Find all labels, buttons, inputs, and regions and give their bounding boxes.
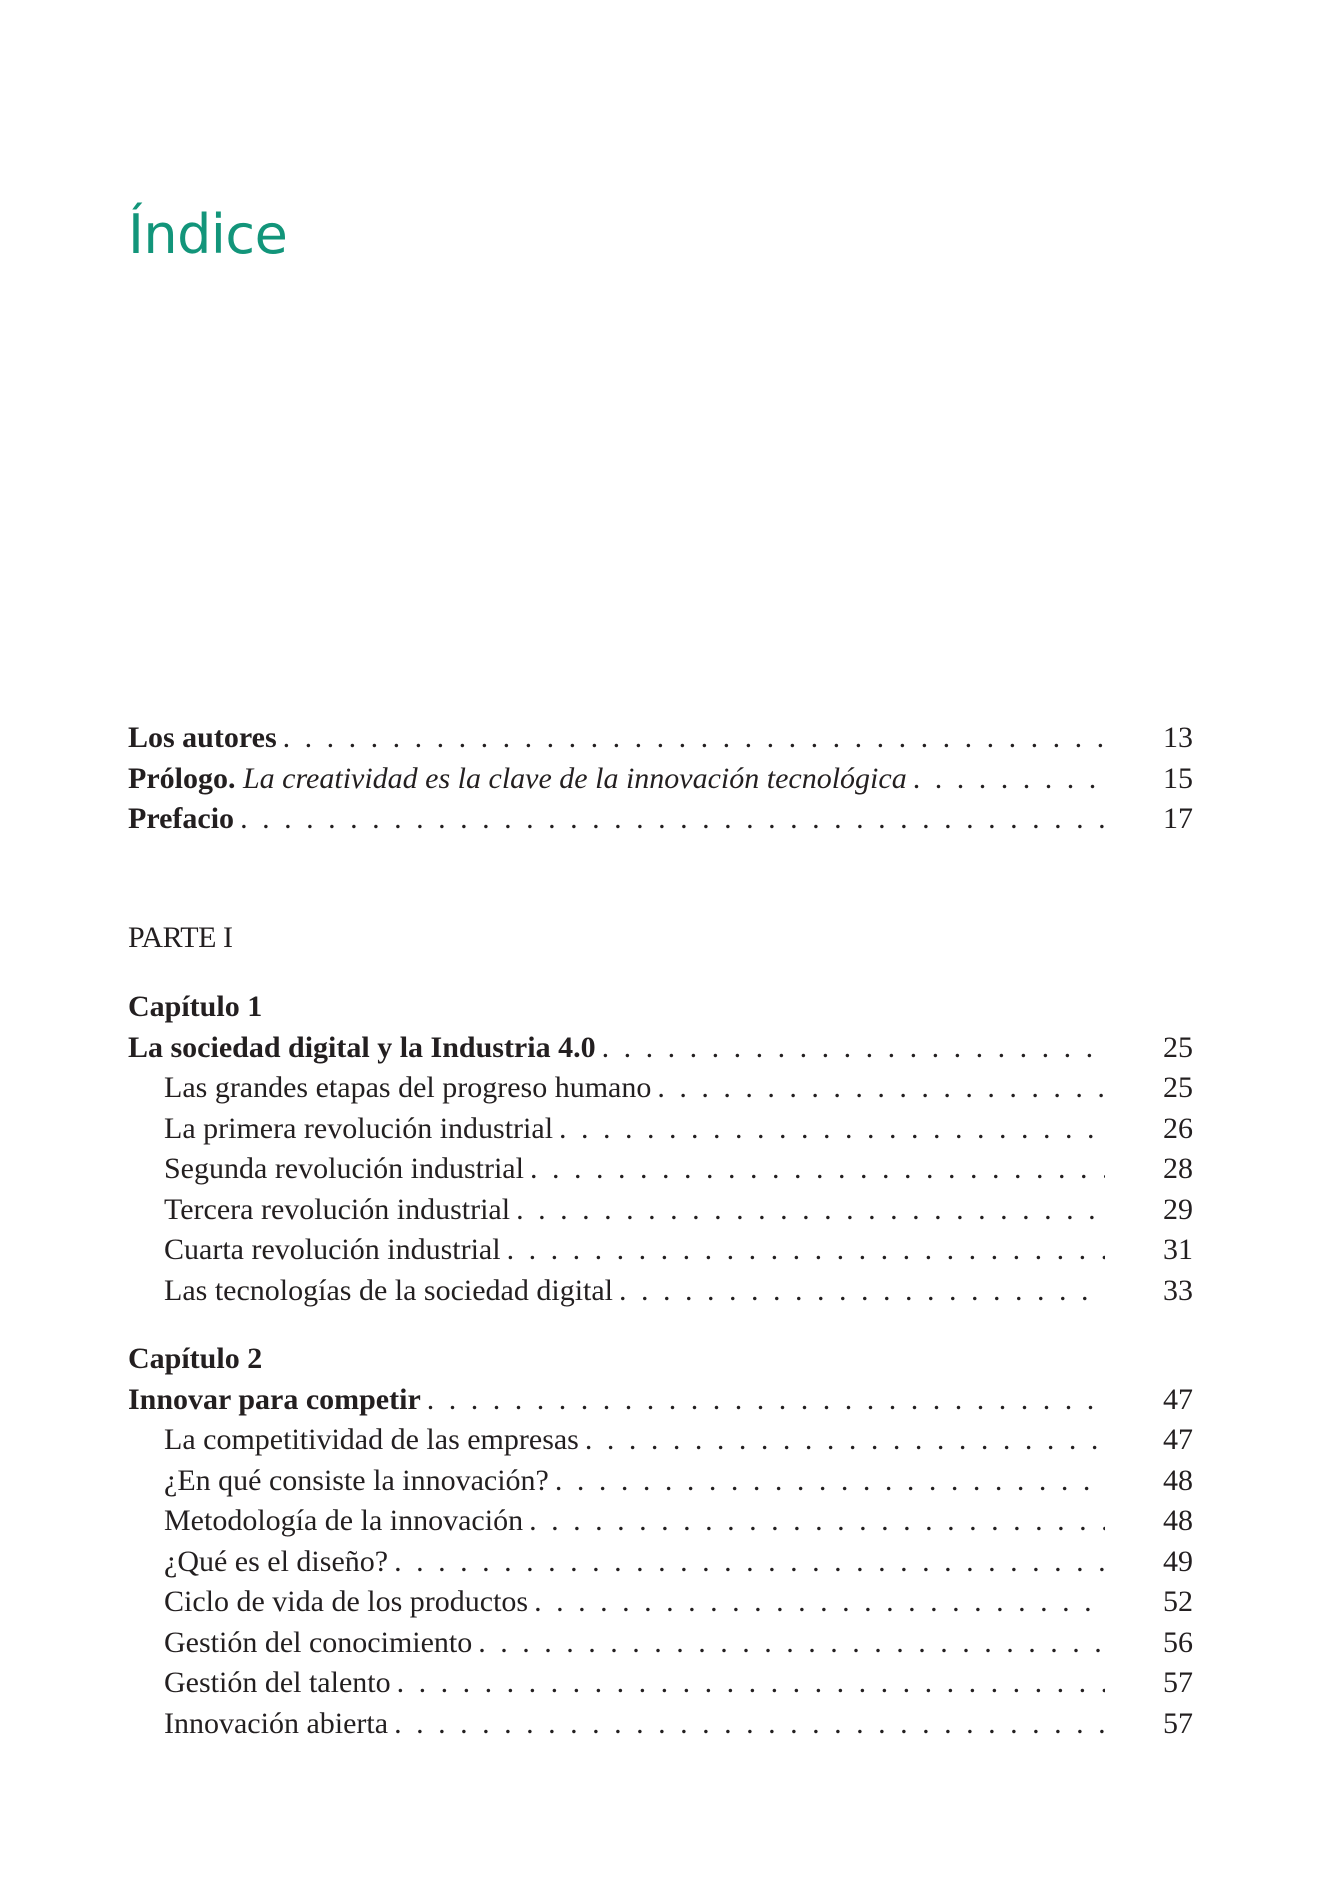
toc-page-number: 25	[1163, 1030, 1193, 1064]
toc-section-entry[interactable]	[128, 1068, 1193, 1109]
toc-section-entry[interactable]	[128, 1582, 1193, 1623]
front-matter-list	[128, 718, 1193, 840]
toc-entry-label: Gestión del conocimiento	[164, 1625, 473, 1659]
dot-leader	[559, 1109, 1105, 1150]
dot-leader	[529, 1501, 1105, 1542]
toc-page-number: 57	[1163, 1706, 1193, 1740]
toc-page-number: 29	[1163, 1192, 1193, 1226]
toc-entry-subtitle: La creatividad es la clave de la innovación tecnológica	[242, 761, 907, 795]
dot-leader	[507, 1230, 1105, 1271]
toc-section-entry[interactable]	[128, 1461, 1193, 1502]
toc-entry-label: Las tecnologías de la sociedad digital	[164, 1273, 614, 1307]
toc-entry-label: Prefacio	[128, 802, 235, 835]
toc-section-entry[interactable]	[128, 1190, 1193, 1231]
toc-entry-prologo[interactable]	[128, 759, 1193, 800]
toc-page-number: 48	[1163, 1504, 1193, 1537]
toc-page-number: 47	[1163, 1423, 1193, 1456]
toc-entry-label: Ciclo de vida de los productos	[164, 1585, 529, 1618]
toc-section-entry[interactable]	[128, 1542, 1193, 1583]
toc-page-number: 52	[1163, 1585, 1193, 1618]
dot-leader	[394, 1704, 1105, 1745]
toc-entry-label: Cuarta revolución industrial	[164, 1233, 501, 1266]
toc-section-entry[interactable]	[128, 1501, 1193, 1542]
toc-chapter-title[interactable]	[128, 1028, 1193, 1069]
toc-section-entry[interactable]	[128, 1230, 1193, 1271]
toc-entry-prefacio[interactable]	[128, 799, 1193, 840]
toc-entry-label: Gestión del talento	[164, 1666, 391, 1699]
toc-section-entry[interactable]	[128, 1109, 1193, 1150]
toc-page-number: 31	[1163, 1233, 1193, 1266]
dot-leader	[534, 1582, 1105, 1623]
part-heading: PARTE I	[128, 921, 233, 954]
dot-leader	[657, 1068, 1105, 1109]
dot-leader	[397, 1663, 1105, 1704]
toc-page-number: 57	[1163, 1666, 1193, 1699]
dot-leader	[602, 1028, 1105, 1069]
toc-page-number: 17	[1163, 802, 1193, 835]
dot-leader	[283, 718, 1105, 759]
dot-leader	[427, 1380, 1105, 1421]
toc-entry-label: Prólogo. La creatividad es la clave de la innovación tecnológica	[128, 761, 907, 795]
toc-entry-label: ¿Qué es el diseño?	[164, 1544, 389, 1578]
toc-page-number: 25	[1163, 1071, 1193, 1104]
chapter-2-block	[128, 1339, 1193, 1744]
dot-leader	[530, 1149, 1105, 1190]
toc-entry-label: Tercera revolución industrial	[164, 1192, 511, 1226]
toc-entry-label: Segunda revolución industrial	[164, 1152, 524, 1185]
toc-section-entry[interactable]	[128, 1149, 1193, 1190]
toc-section-entry[interactable]	[128, 1663, 1193, 1704]
toc-entry-los-autores[interactable]	[128, 718, 1193, 759]
page-title: Índice	[128, 203, 288, 266]
toc-entry-label: La competitividad de las empresas	[164, 1423, 579, 1456]
toc-page-number: 49	[1163, 1544, 1193, 1578]
toc-page-number: 15	[1163, 761, 1193, 795]
dot-leader	[913, 759, 1105, 800]
dot-leader	[585, 1420, 1105, 1461]
dot-leader	[555, 1461, 1105, 1502]
toc-section-entry[interactable]	[128, 1623, 1193, 1664]
toc-entry-label: Las grandes etapas del progreso humano	[164, 1071, 652, 1104]
toc-page-number: 56	[1163, 1625, 1193, 1659]
toc-chapter-title[interactable]	[128, 1380, 1193, 1421]
dot-leader	[516, 1190, 1105, 1231]
toc-entry-label: La sociedad digital y la Industria 4.0	[128, 1030, 596, 1064]
toc-page-number: 26	[1163, 1111, 1193, 1145]
toc-section-entry[interactable]	[128, 1271, 1193, 1312]
toc-page-number: 28	[1163, 1152, 1193, 1185]
toc-page-number: 13	[1163, 721, 1193, 754]
toc-page-number: 48	[1163, 1463, 1193, 1497]
toc-section-entry[interactable]	[128, 1704, 1193, 1745]
toc-entry-label: Innovación abierta	[164, 1706, 389, 1740]
dot-leader	[619, 1271, 1105, 1312]
toc-entry-label: Innovar para competir	[128, 1382, 421, 1416]
chapter-label: Capítulo 1	[128, 990, 263, 1023]
dot-leader	[394, 1542, 1105, 1583]
toc-entry-label: Metodología de la innovación	[164, 1504, 524, 1537]
chapter-label: Capítulo 2	[128, 1342, 263, 1375]
toc-entry-label: La primera revolución industrial	[164, 1111, 554, 1145]
dot-leader	[478, 1623, 1105, 1664]
toc-page-number: 33	[1163, 1273, 1193, 1307]
toc-entry-label: ¿En qué consiste la innovación?	[164, 1463, 549, 1497]
chapter-1-block	[128, 987, 1193, 1311]
dot-leader	[240, 799, 1105, 840]
toc-entry-label: Los autores	[128, 721, 277, 754]
toc-page-number: 47	[1163, 1382, 1193, 1416]
toc-section-entry[interactable]	[128, 1420, 1193, 1461]
